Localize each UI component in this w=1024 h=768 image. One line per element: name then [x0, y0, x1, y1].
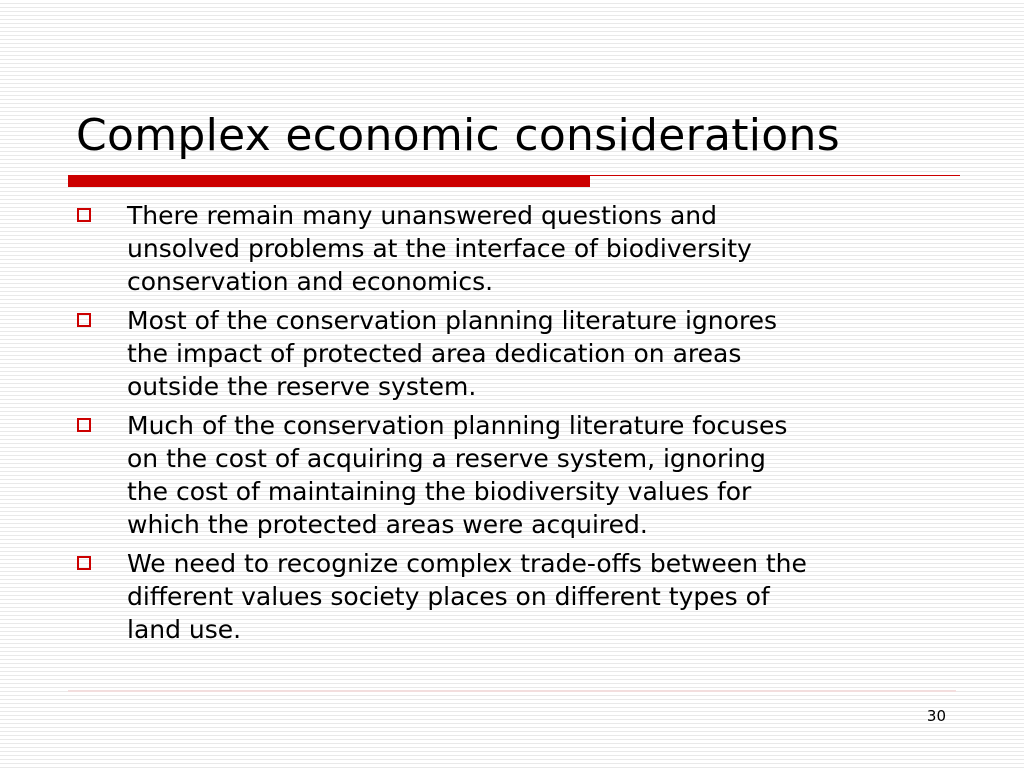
hollow-square-bullet-icon [77, 556, 91, 570]
hollow-square-bullet-icon [77, 208, 91, 222]
title-underline-accent [68, 175, 590, 187]
title-underline-thin [590, 175, 960, 176]
hollow-square-bullet-icon [77, 313, 91, 327]
bullet-item [76, 547, 956, 646]
bullet-text: Much of the conservation planning literature focuses on the cost of acquiring a reserve system, ignoring the cost of maintaining the biodiversity values for which the protected areas were acquired. [127, 411, 788, 539]
slide-title: Complex economic considerations [76, 110, 840, 161]
bullet-item [76, 199, 956, 298]
footer-divider [68, 690, 956, 692]
hollow-square-bullet-icon [77, 418, 91, 432]
bullet-text: We need to recognize complex trade-offs between the different values society places on different types of land use. [127, 549, 807, 644]
page-number: 30 [926, 707, 946, 725]
bullet-list [76, 199, 956, 652]
bullet-text: There remain many unanswered questions and unsolved problems at the interface of biodiversity conservation and economics. [127, 201, 752, 296]
bullet-item [76, 304, 956, 403]
bullet-item [76, 409, 956, 541]
bullet-text: Most of the conservation planning literature ignores the impact of protected area dedication on areas outside the reserve system. [127, 306, 778, 401]
